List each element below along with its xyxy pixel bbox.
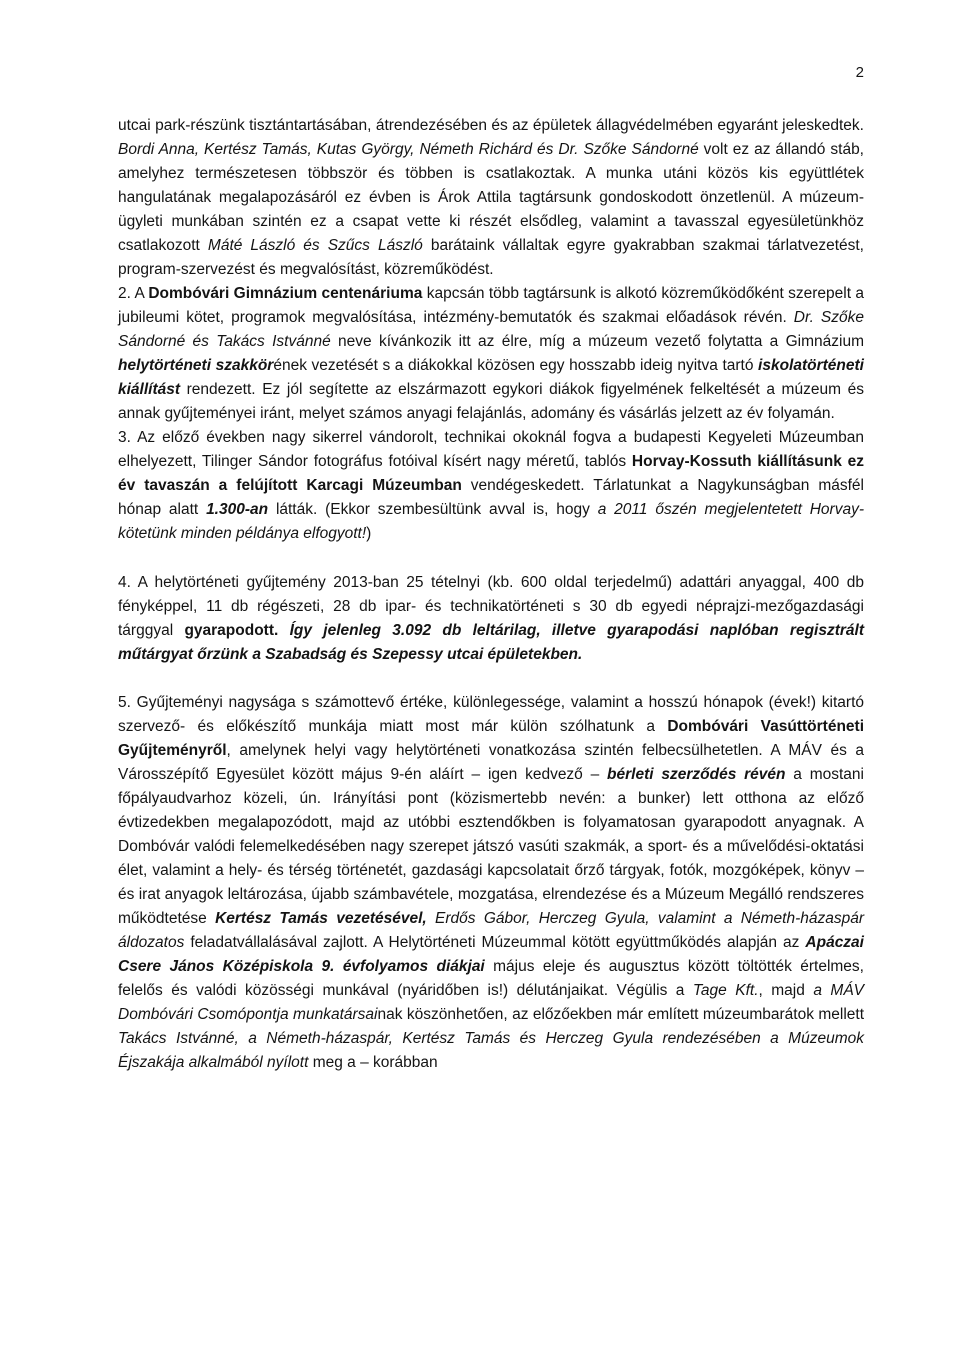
paragraph-5-railway-history-collection [118, 691, 864, 1075]
text-run: , majd [758, 982, 814, 999]
emphasized-text: a 2011 őszén megjelentetett Horvay-kötetünk minden példánya elfogyott! [118, 501, 864, 542]
emphasized-text: Kertész Tamás vezetésével, [215, 910, 427, 927]
text-run: 2. A [118, 285, 149, 302]
emphasized-text: Dombóvári Gimnázium centenáriuma [148, 285, 423, 302]
text-run [278, 622, 289, 639]
emphasized-text: Erdős Gábor, Herczeg Gyula, valamint a Németh-házaspár áldozatos [118, 910, 864, 951]
text-run: kapcsán több tagtársunk is alkotó közreműködőként szerepelt a jubileumi kötet, programok megvalósítása, intézmény-bemutatók és szakmai előadások révén. [118, 285, 865, 326]
emphasized-text: Takács Istvánné, a Németh-házaspár, Kertész Tamás és Herczeg Gyula rendezésében a Múzeumok Éjszakája alkalmából nyílott [118, 1030, 864, 1071]
paragraph-4-local-history-collection [118, 571, 864, 667]
text-run: 3. Az előző években nagy sikerrel vándorolt, technikai okoknál fogva a budapesti Kegyeleti Múzeumban elhelyezett, Tilinger Sándor fotográfus fotóival kísért nagy méretű, tablós [118, 429, 864, 470]
emphasized-text: 1.300-an [206, 501, 269, 518]
emphasized-text: Apáczai Csere János Középiskola 9. évfolyamos diákjai [118, 934, 864, 975]
text-run: 4. A helytörténeti gyűjtemény 2013-ban 25 tételnyi (kb. 600 oldal terjedelmű) adattári anyaggal, 400 db fényképpel, 11 db régészeti, 28 db ipar- és technikatörténeti s 30 db egyedi néprajzi-mezőgazdasági tárggyal [118, 574, 864, 639]
text-run: ) [366, 525, 372, 542]
emphasized-text: Horvay-Kossuth kiállításunk ez év tavaszán a felújított Karcagi Múzeumban [118, 453, 864, 494]
text-run: 5. Gyűjteményi nagysága s számottevő értéke, különlegessége, valamint a hosszú hónapok (évek!) kitartó szervező- és előkészítő munkája miatt most már külön szólhatunk a [118, 694, 864, 735]
text-run: utcai park-részünk tisztántartásában, átrendezésében és az épületek állagvédelmében egyaránt jeleskedtek. [118, 117, 864, 134]
emphasized-text: helytörténeti szakkör [118, 357, 274, 374]
emphasized-text: iskolatörténeti kiállítást [118, 357, 864, 398]
emphasized-text: Így jelenleg 3.092 db leltárilag, illetve gyarapodási naplóban regisztrált műtárgyat őrzünk a Szabadság és Szepessy utcai épületekben. [118, 622, 865, 663]
text-run: ének vezetését s a diákokkal közösen egy hosszabb ideig nyitva tartó [273, 357, 759, 374]
text-run: neve kívánkozik itt az élre, míg a múzeum vezető folytatta a Gimnázium [330, 333, 864, 350]
emphasized-text: Dombóvári Vasúttörténeti Gyűjteményről [118, 718, 864, 759]
text-run: vendégeskedett. Tárlatunkat a Nagykunságban másfél hónap alatt [118, 477, 864, 518]
text-run: , amelynek helyi vagy helytörténeti vonatkozása szintén felbecsülhetetlen. A MÁV és a Városszépítő Egyesület között május 9-én aláírt – igen kedvező – [118, 742, 864, 783]
text-run: látták. (Ekkor szembesültünk avval is, hogy [268, 501, 598, 518]
text-run: rendezett. Ez jól segítette az elszármazott egykori diákok figyelmének felkeltését a múzeum és annak gyűjteményei iránt, melyet számos anyagi felajánlás, adomány és vásárlás jelzett az év folyamán. [118, 381, 864, 422]
text-run: május eleje és augusztus között töltötték értelmes, felelős és valódi közösségi munkával (nyáridőben is!) délutánjaikat. Végülis a [118, 958, 864, 999]
text-run [427, 910, 435, 927]
text-run: nak köszönhetően, az előzőekben már említett múzeumbarátok mellett [377, 1006, 864, 1023]
text-run: feladatvállalásával zajlott. A Helytörténeti Múzeummal kötött együttműködés alapján az [184, 934, 806, 951]
emphasized-text: Máté László és Szűcs László [207, 237, 423, 254]
emphasized-text: Dr. Szőke Sándorné és Takács Istvánné [118, 309, 864, 350]
paragraph-2-gymnasium-centenary [118, 282, 864, 426]
text-run: a mostani főpályaudvarhoz közeli, ún. Irányítási pont (közismertebb nevén: a bunker) lett otthona az előző évtizedekben megalapozódott, majd az utóbbi esztendőkben is folyamatosan gyarapodott anyagnak. A Dombóvár valódi felemelkedésében nagy szerepet játszó vasúti szakmák, a sport- és a művelődési-oktatási élet, valamint a hely- és térség történetét, gazdasági kapcsolatait őrző tárgyak, fotók, mozgóképek, könyv – és irat anyagok leltározása, újabb számbavétele, mozgatása, elrendezése és a Múzeum Megálló rendszeres működtetése [118, 766, 864, 927]
emphasized-text: a MÁV Dombóvári Csomópontja munkatársai [118, 982, 864, 1023]
page-number: 2 [855, 64, 864, 81]
text-run: volt ez az állandó stáb, amelyhez természetesen többször és többen is csatlakoztak. A munka utáni közös kis együttlétek hangulatának megalapozásáról ez évben is Árok Attila tagtársunk gondoskodott önzetlenül. A múzeum-ügyleti munkában szintén ez a csapat vette ki részét elsődleg, valamint a tavasszal egyesületünkhöz csatlakozott [118, 141, 864, 254]
text-run: barátaink vállaltak egyre gyakrabban szakmai tárlatvezetést, program-szervezést és megvalósítást, közreműködést. [118, 237, 864, 278]
emphasized-text: Tage Kft. [692, 982, 759, 999]
paragraph-3-horvay-kossuth-exhibition [118, 426, 864, 546]
paragraph-1-cleanup-team [118, 114, 864, 282]
emphasized-text: bérleti szerződés révén [607, 766, 786, 783]
text-run: meg a – korábban [308, 1054, 438, 1071]
document-body [118, 114, 864, 1075]
emphasized-text: Bordi Anna, Kertész Tamás, Kutas György, Németh Richárd és Dr. Szőke Sándorné [118, 141, 699, 158]
emphasized-text: gyarapodott. [184, 622, 279, 639]
